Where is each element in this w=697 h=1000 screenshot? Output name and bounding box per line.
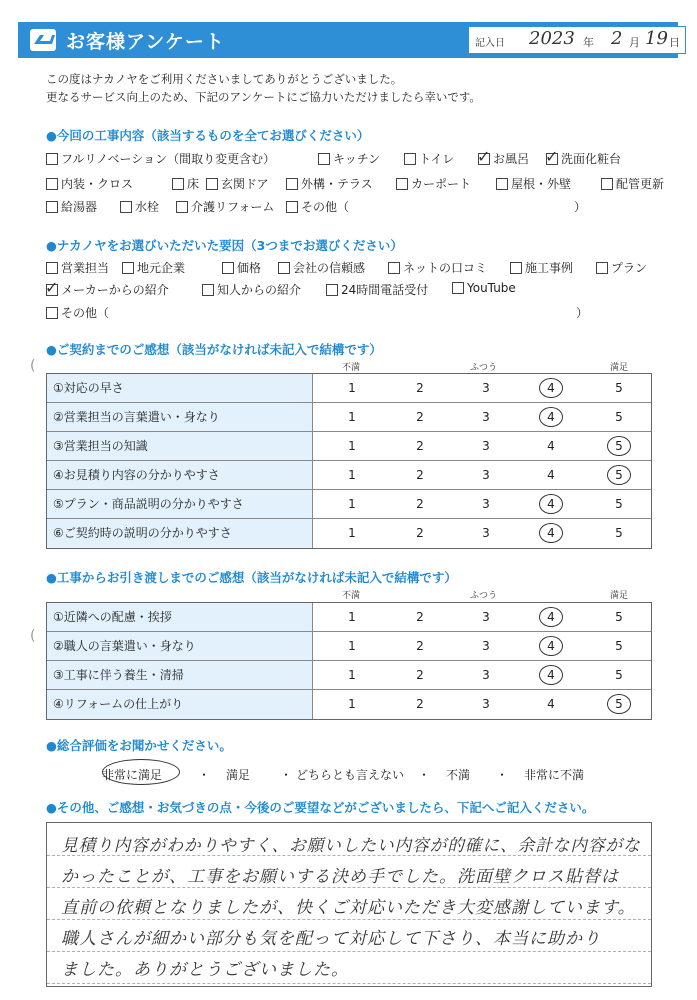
rating-option-5[interactable]: 5 [615,526,623,540]
checkbox-option[interactable] [326,281,428,298]
rating-option-3[interactable]: 3 [482,381,490,395]
q6-title: ●その他、ご感想・お気づきの点・今後のご要望などがございましたら、下記へご記入ください。 [46,800,595,815]
selected-circle-icon [607,694,631,714]
checkbox-icon[interactable] [172,178,184,190]
rating-option-3[interactable]: 3 [482,526,490,540]
rating-row [47,461,651,490]
rating-option-5[interactable]: 5 [615,381,623,395]
checkbox-label: 床 [187,177,200,191]
selected-circle-icon [539,494,563,514]
checkmark-icon: ✓ [545,146,559,166]
rating-option-3[interactable]: 3 [482,668,490,682]
checkbox-label: トイレ [419,152,455,166]
checkbox-label: 介護リフォーム [191,200,275,214]
ruled-line [47,983,651,984]
checkbox-icon[interactable] [510,262,522,274]
scan-mark: ( [30,358,36,374]
checkbox-option[interactable] [46,150,275,167]
checkbox-icon[interactable] [46,178,58,190]
checkbox-icon[interactable] [202,284,214,296]
rating-option-5[interactable]: 5 [615,668,623,682]
rating-option-4[interactable]: 4 [547,639,555,653]
rating-option-1[interactable]: 1 [348,526,356,540]
checkbox-icon[interactable] [46,307,58,319]
rating-row [47,403,651,432]
q2-title: ●ナカノヤをお選びいただいた要因（3つまでお選びください） [46,238,403,253]
intro-line: この度はナカノヤをご利用くださいましてありがとうございました。 [46,72,403,86]
checkbox-icon[interactable] [496,178,508,190]
checkbox-icon[interactable] [477,146,491,166]
checkbox-icon[interactable] [46,153,58,165]
checkbox-option[interactable] [46,304,109,321]
handwritten-comment-line: 職人さんが細かい部分も気を配って対応して下さり、本当に助かり [61,929,601,949]
other-close-paren: ） [574,200,587,214]
checkbox-option[interactable] [601,175,664,192]
page-header [18,22,678,58]
rating-item-label: ③工事に伴う養生・清掃 [47,661,313,689]
checkbox-option[interactable] [388,259,487,276]
checkbox-label: メーカーからの紹介 [61,283,169,297]
q1-title: ●今回の工事内容（該当するものを全てお選びください） [46,128,370,143]
rating-item-label: ①対応の早さ [47,374,313,402]
rating-item-label: ①近隣への配慮・挨拶 [47,603,313,631]
rating-option-2[interactable]: 2 [416,639,424,653]
rating-option-1[interactable]: 1 [348,439,356,453]
rating-row [47,490,651,519]
checkbox-icon[interactable] [318,153,330,165]
checkbox-option[interactable] [120,198,159,215]
overall-option[interactable]: どちらとも言えない [296,768,405,782]
selected-circle-icon [539,607,563,627]
checkbox-label: 配管更新 [616,177,665,191]
rating-option-3[interactable]: 3 [482,610,490,624]
checkbox-icon[interactable] [176,201,188,213]
rating-option-4[interactable]: 4 [547,468,555,482]
handwritten-comment-line: 直前の依頼となりましたが、快くご対応いただき大変感謝しています。 [61,898,636,918]
scale-high-label: 満足 [610,591,629,601]
rating-row [47,690,651,719]
checkbox-option[interactable] [452,281,516,295]
option-separator: ・ [198,768,211,782]
option-separator: ・ [496,768,509,782]
intro-text [46,70,481,106]
rating-option-3[interactable]: 3 [482,439,490,453]
rating-option-5[interactable]: 5 [615,610,623,624]
q5-title: ●総合評価をお聞かせください。 [46,738,232,753]
checkbox-icon[interactable] [545,146,559,166]
checkbox-label: カーポート [411,177,472,191]
rating-option-1[interactable]: 1 [348,639,356,653]
ruled-line [47,951,651,952]
date-day-value: 19 [645,28,668,49]
option-separator: ・ [280,768,293,782]
checkbox-option[interactable] [286,198,349,215]
checkbox-label: 玄関ドア [221,177,269,191]
date-month-unit: 月 [629,36,640,49]
checkbox-option[interactable] [46,175,133,192]
checkbox-icon[interactable] [120,201,132,213]
checkmark-icon: ✓ [45,277,59,297]
checkbox-option[interactable] [318,150,380,167]
rating-option-2[interactable]: 2 [416,610,424,624]
checkbox-icon[interactable] [326,284,338,296]
checkbox-option[interactable] [202,281,301,298]
rating-option-1[interactable]: 1 [348,668,356,682]
rating-option-4[interactable]: 4 [547,610,555,624]
checkbox-icon[interactable] [404,153,416,165]
rating-option-2[interactable]: 2 [416,526,424,540]
rating-option-2[interactable]: 2 [416,468,424,482]
page-title: お客様アンケート [66,31,225,53]
checkbox-icon[interactable] [45,277,59,297]
checkbox-option[interactable] [172,175,199,192]
checkbox-label: 地元企業 [137,261,186,275]
rating-option-4[interactable]: 4 [547,526,555,540]
overall-option[interactable]: 非常に満足 [102,768,163,782]
scale-low-label: 不満 [342,591,361,601]
rating-option-3[interactable]: 3 [482,468,490,482]
overall-option[interactable]: 満足 [226,768,251,782]
rating-option-4[interactable]: 4 [547,410,555,424]
option-separator: ・ [418,768,431,782]
checkbox-icon[interactable] [278,262,290,274]
checkbox-label: 洗面化粧台 [561,152,622,166]
date-month-value: 2 [611,28,623,49]
checkbox-label: 給湯器 [61,200,98,214]
checkbox-label: 外構・テラス [301,177,373,191]
rating-option-5[interactable]: 5 [615,639,623,653]
rating-option-5[interactable]: 5 [615,697,623,711]
checkbox-icon[interactable] [601,178,613,190]
checkbox-icon[interactable] [286,178,298,190]
scale-mid-label: ふつう [470,363,498,373]
checkbox-icon[interactable] [286,201,298,213]
ruled-line [47,919,651,920]
handwritten-comment-line: ました。ありがとうございました。 [61,960,349,980]
checkbox-option[interactable] [206,175,269,192]
rating-option-3[interactable]: 3 [482,697,490,711]
checkbox-icon[interactable] [388,262,400,274]
checkbox-option[interactable] [510,259,573,276]
rating-item-label: ④お見積り内容の分かりやすさ [47,461,313,489]
handwritten-comment-line: 見積り内容がわかりやすく、お願いしたい内容が的確に、余計な内容がな [61,836,641,856]
rating-option-1[interactable]: 1 [348,497,356,511]
checkbox-icon[interactable] [46,201,58,213]
q3-rating-table [46,373,652,549]
rating-option-5[interactable]: 5 [615,410,623,424]
intro-line: 更なるサービス向上のため、下記のアンケートにご協力いただけましたら幸いです。 [46,90,481,104]
rating-option-1[interactable]: 1 [348,468,356,482]
scale-high-label: 満足 [610,363,629,373]
checkbox-icon[interactable] [222,262,234,274]
rating-row [47,432,651,461]
rating-option-4[interactable]: 4 [547,668,555,682]
rating-item-label: ④リフォームの仕上がり [47,690,313,719]
checkbox-label: 水栓 [135,200,160,214]
rating-option-5[interactable]: 5 [615,468,623,482]
checkbox-option[interactable] [122,259,185,276]
date-label: 記入日 [475,38,505,49]
checkbox-icon[interactable] [122,262,134,274]
checkbox-option[interactable] [477,146,530,167]
other-close-paren: ） [576,306,589,320]
checkbox-option[interactable] [545,146,622,167]
rating-option-2[interactable]: 2 [416,410,424,424]
rating-option-4[interactable]: 4 [547,697,555,711]
selected-circle-icon [607,465,631,485]
rating-option-2[interactable]: 2 [416,497,424,511]
q3-title: ●ご契約までのご感想（該当がなければ未記入で結構です） [46,342,382,357]
checkbox-icon[interactable] [452,282,464,294]
checkbox-label: 24時間電話受付 [341,283,429,297]
rating-option-1[interactable]: 1 [348,610,356,624]
selected-circle-icon [539,665,563,685]
checkbox-option[interactable] [222,259,261,276]
date-field[interactable] [468,26,686,54]
checkbox-option[interactable] [46,259,109,276]
rating-item-label: ⑥ご契約時の説明の分かりやすさ [47,519,313,548]
checkbox-icon[interactable] [206,178,218,190]
checkbox-label: その他（ [301,200,350,214]
rating-option-5[interactable]: 5 [615,497,623,511]
scale-mid-label: ふつう [470,591,498,601]
checkbox-icon[interactable] [46,262,58,274]
rating-option-2[interactable]: 2 [416,439,424,453]
rating-option-3[interactable]: 3 [482,410,490,424]
overall-option[interactable]: 不満 [446,768,471,782]
checkbox-label: フルリノベーション（間取り変更含む） [61,152,276,166]
comment-textarea[interactable] [46,822,652,987]
checkbox-label: 施工事例 [525,261,574,275]
rating-row [47,374,651,403]
rating-option-3[interactable]: 3 [482,639,490,653]
date-year-unit: 年 [583,36,594,49]
checkbox-option[interactable] [45,277,169,298]
rating-option-2[interactable]: 2 [416,668,424,682]
rating-row [47,632,651,661]
rating-option-1[interactable]: 1 [348,381,356,395]
checkbox-label: 価格 [237,261,262,275]
scale-low-label: 不満 [342,363,361,373]
selected-circle-icon [539,407,563,427]
date-day-unit: 日 [669,36,680,49]
scan-mark: ( [30,628,36,644]
checkbox-label: その他（ [61,306,110,320]
handwritten-comment-line: かったことが、工事をお願いする決め手でした。洗面壁クロス貼替は [61,867,619,887]
rating-option-4[interactable]: 4 [547,381,555,395]
rating-row [47,661,651,690]
checkbox-label: 内装・クロス [61,177,134,191]
checkbox-label: ネットの口コミ [403,261,488,275]
checkbox-option[interactable] [278,259,365,276]
checkbox-option[interactable] [496,175,571,192]
checkbox-label: お風呂 [493,152,530,166]
rating-option-1[interactable]: 1 [348,410,356,424]
ruled-line [47,887,651,888]
checkbox-option[interactable] [46,198,97,215]
checkbox-label: 屋根・外壁 [511,177,572,191]
selected-circle-icon [539,378,563,398]
checkbox-option[interactable] [596,259,647,276]
checkbox-icon[interactable] [396,178,408,190]
overall-option[interactable]: 非常に不満 [524,768,585,782]
checkbox-option[interactable] [396,175,471,192]
checkbox-option[interactable] [176,198,274,215]
rating-item-label: ③営業担当の知識 [47,432,313,460]
checkbox-label: 営業担当 [61,261,110,275]
rating-item-label: ②職人の言葉遣い・身なり [47,632,313,660]
checkbox-label: 会社の信頼感 [293,261,366,275]
checkbox-option[interactable] [286,175,373,192]
rating-option-1[interactable]: 1 [348,697,356,711]
rating-row [47,519,651,548]
checkbox-icon[interactable] [596,262,608,274]
selected-circle-icon [539,636,563,656]
rating-option-2[interactable]: 2 [416,381,424,395]
rating-option-4[interactable]: 4 [547,497,555,511]
rating-option-3[interactable]: 3 [482,497,490,511]
checkmark-icon: ✓ [477,146,491,166]
rating-option-2[interactable]: 2 [416,697,424,711]
checkbox-label: YouTube [467,281,516,295]
checkbox-label: キッチン [333,152,381,166]
rating-option-5[interactable]: 5 [615,439,623,453]
checkbox-option[interactable] [404,150,454,167]
rating-row [47,603,651,632]
rating-item-label: ②営業担当の言葉遣い・身なり [47,403,313,431]
checkbox-label: プラン [611,261,648,275]
selected-circle-icon [607,436,631,456]
selected-circle-icon [539,523,563,543]
q4-rating-table [46,602,652,720]
date-year-value: 2023 [529,28,575,49]
checkbox-label: 知人からの紹介 [217,283,302,297]
company-logo-icon [30,29,56,51]
q4-title: ●工事からお引き渡しまでのご感想（該当がなければ未記入で結構です） [46,570,457,585]
rating-option-4[interactable]: 4 [547,439,555,453]
rating-item-label: ⑤プラン・商品説明の分かりやすさ [47,490,313,518]
